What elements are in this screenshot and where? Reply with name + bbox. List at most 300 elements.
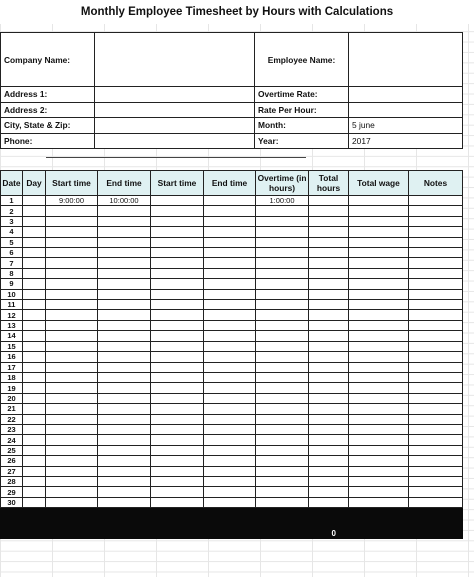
entry-cell[interactable] <box>151 424 204 434</box>
entry-cell[interactable] <box>256 383 309 393</box>
entry-cell[interactable] <box>409 341 463 351</box>
entry-cell[interactable] <box>349 279 409 289</box>
entry-cell[interactable] <box>204 320 256 330</box>
entry-cell[interactable] <box>151 393 204 403</box>
entry-cell[interactable] <box>98 206 151 216</box>
entry-cell[interactable] <box>98 393 151 403</box>
entry-cell[interactable] <box>409 372 463 382</box>
entry-cell[interactable] <box>23 279 46 289</box>
entry-cell[interactable] <box>98 362 151 372</box>
entry-cell[interactable] <box>409 300 463 310</box>
entry-cell[interactable] <box>409 362 463 372</box>
entry-cell[interactable] <box>46 227 98 237</box>
entry-cell[interactable] <box>256 476 309 486</box>
entry-cell[interactable] <box>349 300 409 310</box>
entry-cell[interactable] <box>46 445 98 455</box>
entry-cell[interactable] <box>151 237 204 247</box>
table-row <box>1 383 463 393</box>
entry-cell[interactable] <box>409 393 463 403</box>
entry-cell[interactable] <box>409 206 463 216</box>
entry-cell[interactable] <box>23 404 46 414</box>
entry-cell[interactable] <box>23 497 46 507</box>
entry-cell[interactable] <box>46 320 98 330</box>
entry-cell[interactable] <box>309 320 349 330</box>
entry-cell[interactable] <box>98 383 151 393</box>
entry-cell[interactable] <box>98 237 151 247</box>
entry-cell[interactable] <box>151 206 204 216</box>
entry-cell[interactable] <box>204 248 256 258</box>
entry-cell[interactable] <box>98 258 151 268</box>
entry-cell[interactable] <box>309 331 349 341</box>
info-value-cell[interactable]: 5 june <box>349 118 463 134</box>
entry-cell[interactable] <box>23 456 46 466</box>
entry-cell[interactable] <box>151 196 204 206</box>
entry-cell[interactable] <box>309 414 349 424</box>
entry-cell[interactable] <box>151 341 204 351</box>
entry-cell[interactable] <box>23 445 46 455</box>
entry-cell[interactable] <box>256 341 309 351</box>
entry-cell[interactable] <box>409 248 463 258</box>
entry-cell[interactable] <box>46 300 98 310</box>
entry-cell[interactable]: 1:00:00 <box>256 196 309 206</box>
entry-cell[interactable] <box>23 258 46 268</box>
entry-cell[interactable] <box>151 227 204 237</box>
entry-cell[interactable] <box>98 435 151 445</box>
entry-cell[interactable] <box>256 310 309 320</box>
entry-cell[interactable] <box>151 497 204 507</box>
entry-cell[interactable] <box>256 487 309 497</box>
entry-cell[interactable] <box>409 352 463 362</box>
entry-cell[interactable] <box>46 206 98 216</box>
table-row <box>1 456 463 466</box>
entry-cell[interactable] <box>151 320 204 330</box>
entry-cell[interactable] <box>349 320 409 330</box>
entry-cell[interactable] <box>309 237 349 247</box>
entry-cell[interactable] <box>204 206 256 216</box>
entry-cell[interactable] <box>98 216 151 226</box>
entry-cell[interactable] <box>204 383 256 393</box>
entry-cell[interactable] <box>98 424 151 434</box>
entry-cell[interactable] <box>23 248 46 258</box>
entry-cell[interactable] <box>409 279 463 289</box>
entry-cell[interactable] <box>256 279 309 289</box>
table-row <box>1 435 463 445</box>
column-header: Overtime (in hours) <box>256 171 309 196</box>
date-cell: 9 <box>1 279 23 289</box>
entry-cell[interactable] <box>151 487 204 497</box>
entry-cell[interactable] <box>98 279 151 289</box>
entry-cell[interactable] <box>309 487 349 497</box>
table-row <box>1 424 463 434</box>
entry-cell[interactable] <box>23 424 46 434</box>
entry-cell[interactable] <box>23 435 46 445</box>
entry-cell[interactable] <box>309 352 349 362</box>
entry-cell[interactable] <box>204 414 256 424</box>
date-cell: 28 <box>1 476 23 486</box>
entry-cell[interactable] <box>204 456 256 466</box>
info-value-cell[interactable] <box>349 33 463 87</box>
entry-cell[interactable] <box>409 310 463 320</box>
entry-cell[interactable] <box>309 393 349 403</box>
entry-cell[interactable] <box>23 289 46 299</box>
entry-cell[interactable] <box>204 216 256 226</box>
entry-cell[interactable] <box>204 352 256 362</box>
entry-cell[interactable] <box>309 456 349 466</box>
entry-cell[interactable] <box>46 414 98 424</box>
entry-cell[interactable] <box>409 289 463 299</box>
entry-cell[interactable]: 9:00:00 <box>46 196 98 206</box>
entry-cell[interactable] <box>309 372 349 382</box>
entry-cell[interactable] <box>309 268 349 278</box>
entry-cell[interactable] <box>256 497 309 507</box>
entry-cell[interactable] <box>46 487 98 497</box>
entry-cell[interactable] <box>46 341 98 351</box>
entry-cell[interactable] <box>409 404 463 414</box>
entry-cell[interactable] <box>309 196 349 206</box>
entry-cell[interactable] <box>151 268 204 278</box>
entry-cell[interactable] <box>349 331 409 341</box>
column-header: Notes <box>409 171 463 196</box>
entry-cell[interactable] <box>46 466 98 476</box>
entry-cell[interactable] <box>98 497 151 507</box>
entry-cell[interactable] <box>349 456 409 466</box>
entry-cell[interactable] <box>98 289 151 299</box>
entry-cell[interactable] <box>349 310 409 320</box>
entry-cell[interactable] <box>409 320 463 330</box>
entry-cell[interactable] <box>98 268 151 278</box>
entry-cell[interactable] <box>309 248 349 258</box>
entry-cell[interactable] <box>409 456 463 466</box>
entry-cell[interactable] <box>46 497 98 507</box>
entry-cell[interactable] <box>309 206 349 216</box>
entry-cell[interactable] <box>349 404 409 414</box>
entry-cell[interactable] <box>23 300 46 310</box>
entry-cell[interactable] <box>23 320 46 330</box>
entry-cell[interactable] <box>256 206 309 216</box>
entry-cell[interactable] <box>256 414 309 424</box>
entry-cell[interactable] <box>46 310 98 320</box>
entry-cell[interactable] <box>349 206 409 216</box>
entry-cell[interactable] <box>256 445 309 455</box>
entry-cell[interactable] <box>309 424 349 434</box>
entry-cell[interactable] <box>256 248 309 258</box>
entry-cell[interactable] <box>409 268 463 278</box>
entry-cell[interactable] <box>151 476 204 486</box>
table-row <box>1 196 463 206</box>
table-row <box>1 497 463 507</box>
entry-cell[interactable] <box>409 435 463 445</box>
entry-cell[interactable] <box>256 300 309 310</box>
entry-cell[interactable] <box>23 216 46 226</box>
entry-cell[interactable] <box>309 383 349 393</box>
entry-cell[interactable] <box>151 279 204 289</box>
table-row <box>1 289 463 299</box>
entry-cell[interactable] <box>309 310 349 320</box>
entry-cell[interactable] <box>98 341 151 351</box>
entry-cell[interactable] <box>204 466 256 476</box>
entry-cell[interactable] <box>204 310 256 320</box>
entry-cell[interactable] <box>256 404 309 414</box>
entry-cell[interactable] <box>98 331 151 341</box>
info-row <box>1 87 463 103</box>
entry-cell[interactable] <box>23 331 46 341</box>
entry-cell[interactable] <box>309 227 349 237</box>
entry-cell[interactable] <box>409 258 463 268</box>
entry-cell[interactable] <box>98 456 151 466</box>
entry-cell[interactable] <box>46 248 98 258</box>
entry-cell[interactable] <box>23 196 46 206</box>
entry-cell[interactable] <box>204 497 256 507</box>
entry-cell[interactable] <box>204 237 256 247</box>
entry-cell[interactable] <box>98 445 151 455</box>
entry-cell[interactable] <box>349 372 409 382</box>
entry-cell[interactable] <box>409 216 463 226</box>
entry-cell[interactable] <box>46 289 98 299</box>
entry-cell[interactable] <box>46 476 98 486</box>
entry-cell[interactable] <box>349 196 409 206</box>
entry-cell[interactable] <box>256 352 309 362</box>
entry-cell[interactable] <box>309 341 349 351</box>
info-value-cell[interactable] <box>95 118 255 134</box>
entry-cell[interactable] <box>46 383 98 393</box>
entry-cell[interactable] <box>204 279 256 289</box>
entry-cell[interactable] <box>309 445 349 455</box>
entry-cell[interactable] <box>409 227 463 237</box>
entry-cell[interactable] <box>23 476 46 486</box>
entry-cell[interactable] <box>349 216 409 226</box>
entry-cell[interactable] <box>46 237 98 247</box>
entry-cell[interactable] <box>349 393 409 403</box>
entry-cell[interactable] <box>46 279 98 289</box>
entry-cell[interactable] <box>151 352 204 362</box>
entry-cell[interactable] <box>151 445 204 455</box>
entry-cell[interactable] <box>256 258 309 268</box>
entry-cell[interactable] <box>409 331 463 341</box>
entry-cell[interactable] <box>23 466 46 476</box>
date-cell: 6 <box>1 248 23 258</box>
entry-cell[interactable] <box>256 435 309 445</box>
date-cell: 1 <box>1 196 23 206</box>
entry-cell[interactable] <box>349 445 409 455</box>
entry-cell[interactable] <box>349 424 409 434</box>
entry-cell[interactable] <box>46 216 98 226</box>
entry-cell[interactable] <box>23 352 46 362</box>
entry-cell[interactable] <box>151 258 204 268</box>
entry-cell[interactable] <box>151 310 204 320</box>
entry-cell[interactable] <box>204 404 256 414</box>
entry-cell[interactable] <box>98 300 151 310</box>
entry-cell[interactable] <box>409 466 463 476</box>
info-label: Year: <box>255 133 349 149</box>
entry-cell[interactable] <box>23 310 46 320</box>
entry-cell[interactable] <box>409 383 463 393</box>
entry-cell[interactable] <box>151 300 204 310</box>
entry-cell[interactable] <box>23 206 46 216</box>
entry-cell[interactable] <box>204 476 256 486</box>
info-value-cell[interactable] <box>349 87 463 103</box>
entry-cell[interactable] <box>349 435 409 445</box>
entry-cell[interactable] <box>98 466 151 476</box>
entry-cell[interactable] <box>204 341 256 351</box>
entry-cell[interactable] <box>98 320 151 330</box>
entry-cell[interactable] <box>309 497 349 507</box>
entry-cell[interactable] <box>204 227 256 237</box>
entry-cell[interactable] <box>309 435 349 445</box>
entry-cell[interactable] <box>151 414 204 424</box>
entry-cell[interactable] <box>151 456 204 466</box>
entry-cell[interactable] <box>309 216 349 226</box>
entry-cell[interactable] <box>204 196 256 206</box>
info-value-cell[interactable]: 2017 <box>349 133 463 149</box>
entry-cell[interactable] <box>151 466 204 476</box>
entry-cell[interactable] <box>98 476 151 486</box>
entry-cell[interactable] <box>349 414 409 424</box>
entry-cell[interactable] <box>151 404 204 414</box>
entry-cell[interactable] <box>256 216 309 226</box>
entry-cell[interactable] <box>204 424 256 434</box>
entry-cell[interactable] <box>23 341 46 351</box>
entry-cell[interactable] <box>409 445 463 455</box>
entry-cell[interactable] <box>23 268 46 278</box>
entry-cell[interactable] <box>349 362 409 372</box>
entry-cell[interactable] <box>256 320 309 330</box>
entry-cell[interactable] <box>349 476 409 486</box>
entry-cell[interactable] <box>204 258 256 268</box>
entry-cell[interactable] <box>46 352 98 362</box>
entry-cell[interactable] <box>204 268 256 278</box>
entry-cell[interactable] <box>23 393 46 403</box>
entry-cell[interactable] <box>256 331 309 341</box>
entry-cell[interactable] <box>151 289 204 299</box>
entry-cell[interactable] <box>204 289 256 299</box>
entry-cell[interactable] <box>46 372 98 382</box>
entry-cell[interactable] <box>98 414 151 424</box>
info-value-cell[interactable] <box>349 102 463 118</box>
entry-cell[interactable]: 10:00:00 <box>98 196 151 206</box>
entry-cell[interactable] <box>256 268 309 278</box>
entry-cell[interactable] <box>349 248 409 258</box>
entry-cell[interactable] <box>256 393 309 403</box>
entry-cell[interactable] <box>46 424 98 434</box>
entry-cell[interactable] <box>46 362 98 372</box>
entry-cell[interactable] <box>204 372 256 382</box>
entry-cell[interactable] <box>46 393 98 403</box>
entry-cell[interactable] <box>204 445 256 455</box>
entry-cell[interactable] <box>409 476 463 486</box>
entry-cell[interactable] <box>256 372 309 382</box>
entry-cell[interactable] <box>46 435 98 445</box>
entry-cell[interactable] <box>23 362 46 372</box>
entry-cell[interactable] <box>98 227 151 237</box>
entry-cell[interactable] <box>256 424 309 434</box>
column-header: Start time <box>151 171 204 196</box>
entry-cell[interactable] <box>409 414 463 424</box>
entry-cell[interactable] <box>46 456 98 466</box>
entry-cell[interactable] <box>98 310 151 320</box>
entry-cell[interactable] <box>204 435 256 445</box>
entry-cell[interactable] <box>309 279 349 289</box>
entry-cell[interactable] <box>409 424 463 434</box>
column-header: Total wage <box>349 171 409 196</box>
entry-cell[interactable] <box>98 372 151 382</box>
entry-cell[interactable] <box>349 383 409 393</box>
entry-cell[interactable] <box>349 268 409 278</box>
entry-cell[interactable] <box>309 362 349 372</box>
entry-cell[interactable] <box>98 352 151 362</box>
entry-cell[interactable] <box>151 383 204 393</box>
entry-cell[interactable] <box>409 487 463 497</box>
info-value-cell[interactable] <box>95 133 255 149</box>
entry-cell[interactable] <box>256 289 309 299</box>
entry-cell[interactable] <box>349 466 409 476</box>
entry-cell[interactable] <box>309 466 349 476</box>
entry-cell[interactable] <box>23 383 46 393</box>
info-value-cell[interactable] <box>95 87 255 103</box>
entry-cell[interactable] <box>23 487 46 497</box>
entry-cell[interactable] <box>256 466 309 476</box>
table-row <box>1 393 463 403</box>
entry-cell[interactable] <box>409 237 463 247</box>
entry-cell[interactable] <box>151 216 204 226</box>
info-value-cell[interactable] <box>95 33 255 87</box>
entry-cell[interactable] <box>309 476 349 486</box>
entry-cell[interactable] <box>98 487 151 497</box>
entry-cell[interactable] <box>256 456 309 466</box>
entry-cell[interactable] <box>98 404 151 414</box>
info-row <box>1 118 463 134</box>
entry-cell[interactable] <box>256 362 309 372</box>
entry-cell[interactable] <box>349 258 409 268</box>
entry-cell[interactable] <box>309 289 349 299</box>
entry-cell[interactable] <box>204 362 256 372</box>
entry-cell[interactable] <box>349 497 409 507</box>
entry-cell[interactable] <box>46 331 98 341</box>
entry-cell[interactable] <box>98 248 151 258</box>
entry-cell[interactable] <box>309 258 349 268</box>
entry-cell[interactable] <box>204 331 256 341</box>
entry-cell[interactable] <box>349 352 409 362</box>
entry-cell[interactable] <box>151 331 204 341</box>
entry-cell[interactable] <box>151 248 204 258</box>
table-row <box>1 404 463 414</box>
entry-cell[interactable] <box>151 372 204 382</box>
entry-cell[interactable] <box>409 497 463 507</box>
entry-cell[interactable] <box>23 414 46 424</box>
entry-cell[interactable] <box>349 341 409 351</box>
entry-cell[interactable] <box>46 268 98 278</box>
entry-cell[interactable] <box>23 227 46 237</box>
entry-cell[interactable] <box>204 487 256 497</box>
entry-cell[interactable] <box>256 237 309 247</box>
entry-cell[interactable] <box>151 362 204 372</box>
entry-cell[interactable] <box>309 300 349 310</box>
entry-cell[interactable] <box>23 237 46 247</box>
entry-cell[interactable] <box>204 300 256 310</box>
entry-cell[interactable] <box>46 404 98 414</box>
entry-cell[interactable] <box>256 227 309 237</box>
entry-cell[interactable] <box>23 372 46 382</box>
entry-cell[interactable] <box>349 227 409 237</box>
entry-cell[interactable] <box>349 487 409 497</box>
info-value-cell[interactable] <box>95 102 255 118</box>
entry-cell[interactable] <box>349 237 409 247</box>
entry-cell[interactable] <box>409 196 463 206</box>
entry-cell[interactable] <box>309 404 349 414</box>
entry-cell[interactable] <box>204 393 256 403</box>
entry-cell[interactable] <box>46 258 98 268</box>
entry-cell[interactable] <box>349 289 409 299</box>
entry-cell[interactable] <box>151 435 204 445</box>
